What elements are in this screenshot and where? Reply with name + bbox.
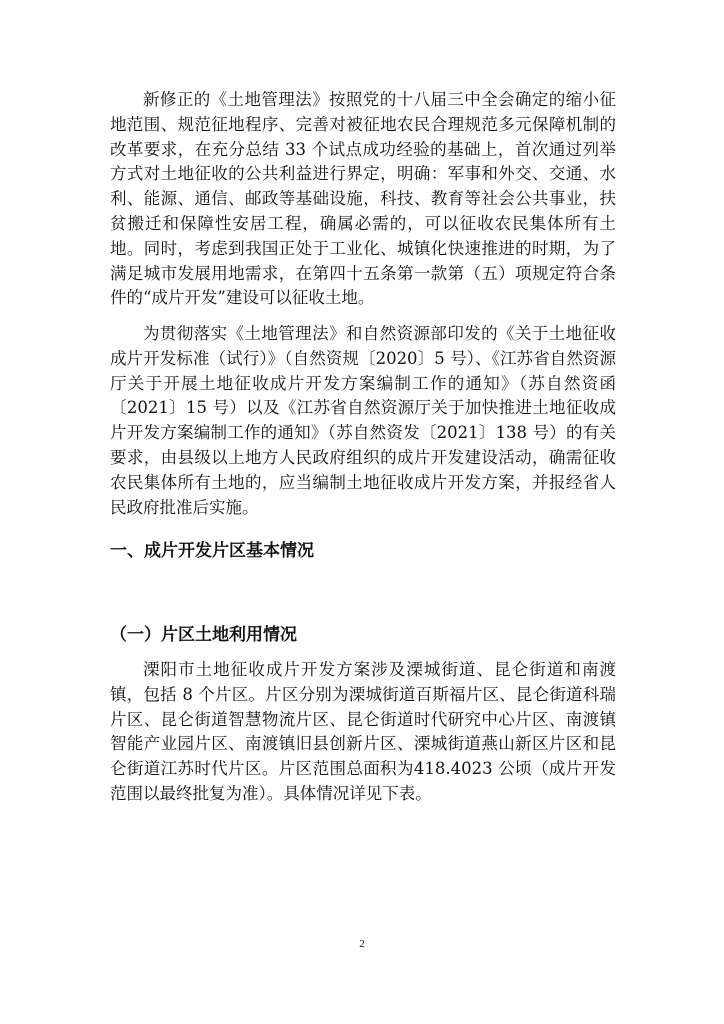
section-heading: 一、成片开发片区基本情况 [110,541,314,561]
subsection-heading: （一）片区土地利用情况 [110,625,297,645]
body-paragraph-land-law: 新修正的《土地管理法》按照党的十八届三中全会确定的缩小征地范围、规范征地程序、完善对被征地农民合理规范多元保障机制的改革要求，在充分总结 33 个试点成功经验的基础上，首次通过列举方式对土地征收的公共利益进行界定，明确：军事和外交、交通、水利、能源、通信、邮政等基础设施，科技、教育等社会公共事业，扶贫搬迁和保障性安居工程，确属必需的，可以征收农民集体所有土地。同时，考虑到我国正处于工业化、城镇化快速推进的时期，为了满足城市发展用地需求，在第四十五条第一款第（五）项规定符合条件的“成片开发”建设可以征收土地。 [110,90,616,308]
page-number: 2 [359,938,365,950]
body-paragraph-land-use: 溧阳市土地征收成片开发方案涉及溧城街道、昆仑街道和南渡镇，包括 8 个片区。片区分别为溧城街道百斯福片区、昆仑街道科瑞片区、昆仑街道智慧物流片区、昆仑街道时代研究中心片区、南渡镇智能产业园片区、南渡镇旧县创新片区、溧城街道燕山新区片区和昆仑街道江苏时代片区。片区范围总面积为418.4023 公顷（成片开发范围以最终批复为准）。具体情况详见下表。 [110,660,616,803]
body-paragraph-implementation: 为贯彻落实《土地管理法》和自然资源部印发的《关于土地征收成片开发标准（试行）》（自然资规〔2020〕5 号）、《江苏省自然资源厅关于开展土地征收成片开发方案编制工作的通知》（苏自然资函〔2021〕15 号）以及《江苏省自然资源厅关于加快推进土地征收成片开发方案编制工作的通知》（苏自然资发〔2021〕138 号）的有关要求，由县级以上地方人民政府组织的成片开发建设活动，确需征收农民集体所有土地的，应当编制土地征收成片开发方案，并报经省人民政府批准后实施。 [110,324,616,517]
